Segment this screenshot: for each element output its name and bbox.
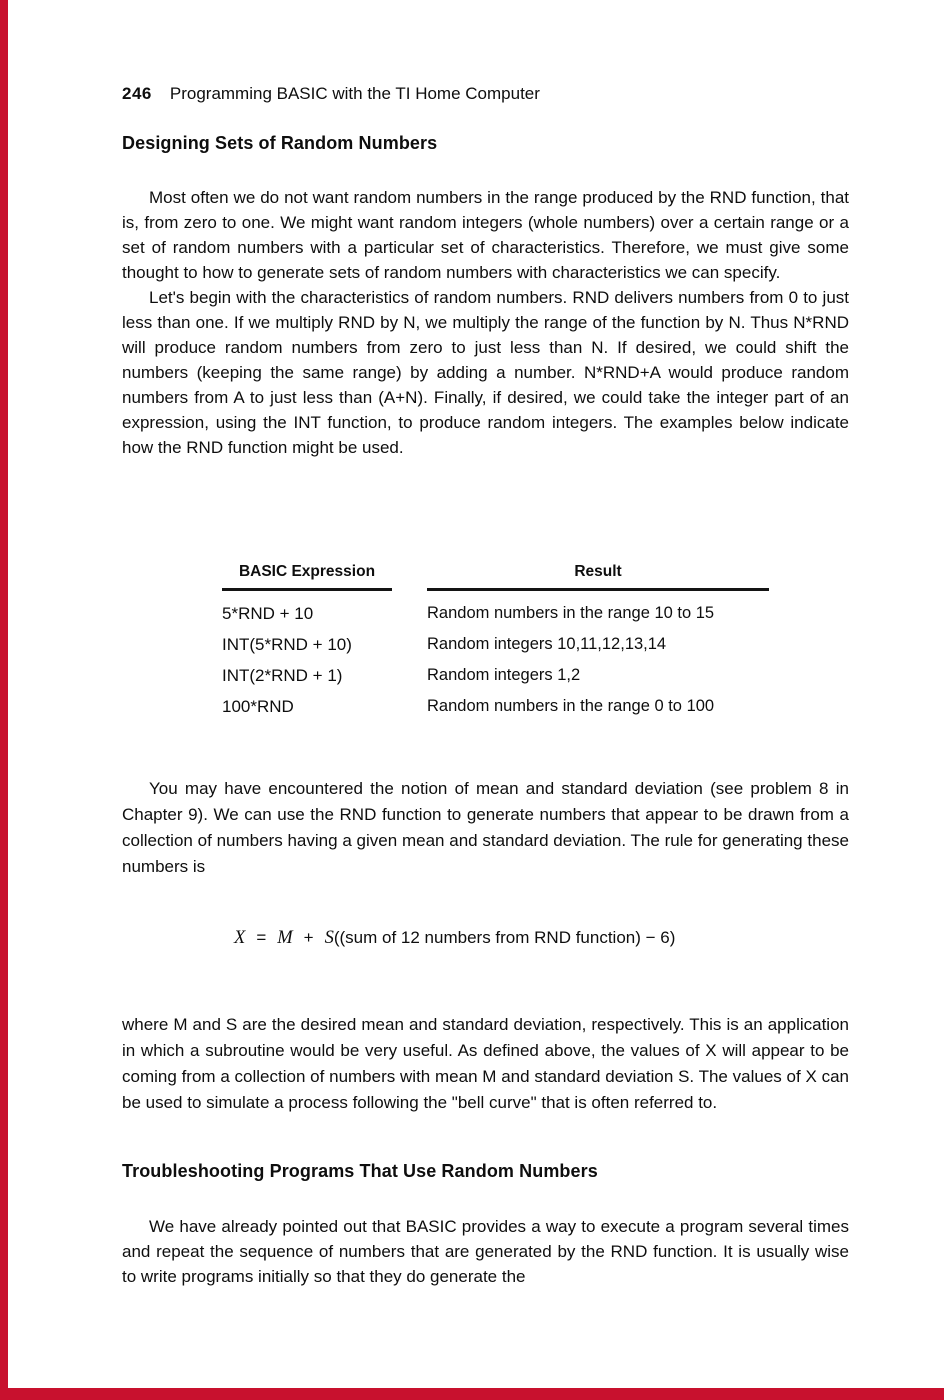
table-header-rule-right <box>427 588 769 591</box>
paragraph-mean-std-dev: You may have encountered the notion of mean and standard deviation (see problem 8 in Chapter 9). We can use the RND function to generate numbers that appear to be drawn from a collection of numbers having a given mean and standard deviation. The rule for generating these numbers is <box>122 779 849 876</box>
table-cell-expression: INT(5*RND + 10) <box>222 635 352 654</box>
paragraph-most-often: Most often we do not want random numbers in the range produced by the RND function, that is, from zero to one. We might want random integers (whole numbers) over a certain range or a set of random numbers with a particular set of characteristics. Therefore, we must give some thought to how to generate sets of random numbers with characteristics we can specify. <box>122 188 849 282</box>
running-header <box>122 84 540 104</box>
paragraph-where-m-and-s: where M and S are the desired mean and standard deviation, respectively. This is an application in which a subroutine would be very useful. As defined above, the values of X will appear to be coming from a collection of numbers with mean M and standard deviation S. The values of X can be used to simulate a process following the "bell curve" that is often referred to. <box>122 1015 849 1112</box>
section-heading-designing-random-numbers: Designing Sets of Random Numbers <box>122 133 438 153</box>
formula-equals-sign: = <box>256 928 267 947</box>
basic-expression-table <box>222 562 769 722</box>
page-edge-left-red-strip <box>0 0 8 1400</box>
table-cell-result: Random integers 1,2 <box>427 666 581 684</box>
table-cell-expression: 100*RND <box>222 697 294 716</box>
table-cell-result: Random numbers in the range 10 to 15 <box>427 604 715 622</box>
table-cell-expression: 5*RND + 10 <box>222 604 314 623</box>
formula-var-s: S <box>324 928 334 948</box>
formula-var-m: M <box>277 928 293 948</box>
table-cell-expression: INT(2*RND + 1) <box>222 666 343 685</box>
table-header-result: Result <box>574 563 622 580</box>
page-edge-bottom-red-strip <box>0 1388 944 1400</box>
formula-plus-sign: + <box>303 928 314 947</box>
page-number: 246 <box>122 84 152 103</box>
paragraph-lets-begin: Let's begin with the characteristics of random numbers. RND delivers numbers from 0 to just less than one. If we multiply RND by N, we multiply the range of the function by N. Thus N*RND will produce random numbers from zero to just less than N. If desired, we could shift the numbers (keeping the same range) by adding a number. N*RND+A would produce random numbers from A to just less than (A+N). Finally, if desired, we could take the integer part of an expression, using the INT function, to produce random integers. The examples below indicate how the RND function might be used. <box>122 288 849 457</box>
table-cell-result: Random numbers in the range 0 to 100 <box>427 697 715 715</box>
table-column-result <box>427 562 769 722</box>
table-column-expression <box>222 562 392 722</box>
section-heading-troubleshooting: Troubleshooting Programs That Use Random Numbers <box>122 1161 598 1181</box>
running-title: Programming BASIC with the TI Home Computer <box>169 84 540 103</box>
table-header-rule-left <box>222 588 392 591</box>
formula-tail: ((sum of 12 numbers from RND function) − 6) <box>333 928 676 947</box>
intro-paragraphs <box>122 185 849 460</box>
paragraph-we-have-already: We have already pointed out that BASIC provides a way to execute a program several times and repeat the sequence of numbers that are generated by the RND function. It is usually wise to write programs initially so that they do generate the <box>122 1217 849 1286</box>
rnd-formula <box>234 928 675 949</box>
table-header-expression: BASIC Expression <box>238 563 376 580</box>
table-cell-result: Random integers 10,11,12,13,14 <box>427 635 667 653</box>
formula-var-x: X <box>234 928 246 948</box>
